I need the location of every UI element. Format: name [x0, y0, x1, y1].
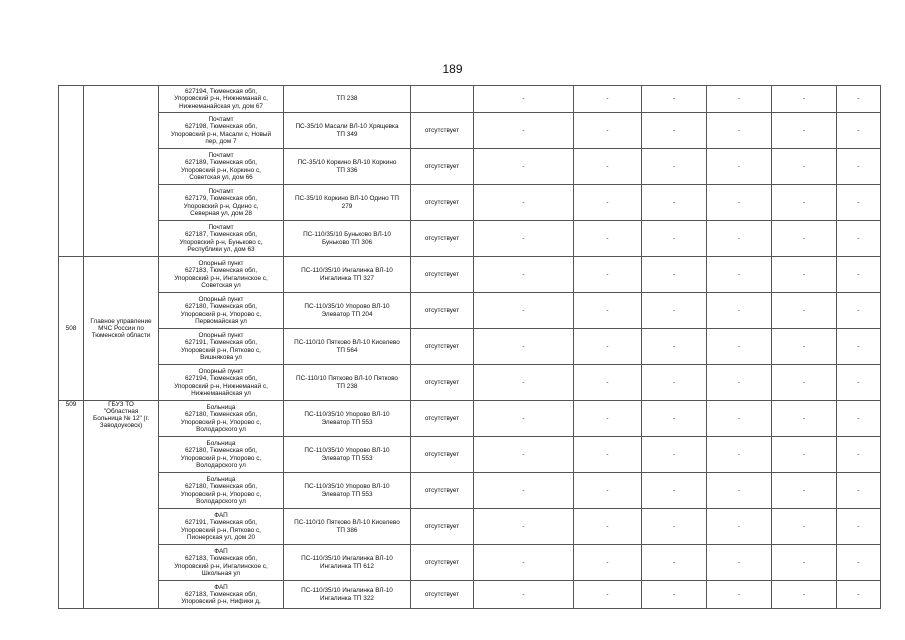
object-address-cell: Почтамт 627189, Тюменская обл, Упоровский р-н, Коркино с, Советская ул, дом 66 — [159, 149, 284, 185]
value-cell: - — [837, 581, 881, 609]
status-cell — [411, 86, 474, 113]
object-address-cell: Больница 627180, Тюменская обл, Упоровский р-н, Упорово с, Володарского ул — [159, 437, 284, 473]
value-cell: - — [837, 293, 881, 329]
table-row — [59, 581, 881, 609]
substation-cell: ПС-110/10 Пятково ВЛ-10 Пятково ТП 238 — [284, 365, 411, 401]
value-cell: - — [642, 401, 707, 437]
value-cell: - — [837, 545, 881, 581]
value-cell: - — [772, 545, 837, 581]
value-cell: - — [574, 581, 642, 609]
substation-cell: ПС-35/10 Коркино ВЛ-10 Коркино ТП 336 — [284, 149, 411, 185]
value-cell: - — [474, 473, 574, 509]
status-cell: отсутствует — [411, 257, 474, 293]
status-cell: отсутствует — [411, 329, 474, 365]
value-cell: - — [642, 149, 707, 185]
substation-cell: ПС-110/35/10 Буньково ВЛ-10 Буньково ТП 306 — [284, 221, 411, 257]
table-row — [59, 293, 881, 329]
value-cell: - — [772, 86, 837, 113]
object-address-cell: Опорный пункт 627180, Тюменская обл, Упоровский р-н, Упорово с, Первомайская ул — [159, 293, 284, 329]
value-cell: - — [574, 257, 642, 293]
substation-cell: ПС-110/35/10 Ингалинка ВЛ-10 Ингалинка ТП 327 — [284, 257, 411, 293]
object-address-cell: Опорный пункт 627183, Тюменская обл, Упоровский р-н, Ингалинское с, Советская ул — [159, 257, 284, 293]
value-cell: - — [707, 221, 772, 257]
status-cell: отсутствует — [411, 401, 474, 437]
substation-cell: ПС-110/35/10 Ингалинка ВЛ-10 Ингалинка ТП 322 — [284, 581, 411, 609]
value-cell: - — [574, 293, 642, 329]
table-row — [59, 86, 881, 113]
value-cell: - — [707, 149, 772, 185]
table-row — [59, 185, 881, 221]
status-cell: отсутствует — [411, 221, 474, 257]
value-cell: - — [474, 509, 574, 545]
value-cell: - — [837, 257, 881, 293]
value-cell: - — [642, 257, 707, 293]
value-cell: - — [707, 329, 772, 365]
value-cell: - — [474, 365, 574, 401]
value-cell: - — [707, 581, 772, 609]
table-row — [59, 113, 881, 149]
table-body — [59, 86, 881, 609]
object-address-cell: Почтамт 627187, Тюменская обл, Упоровский р-н, Буньково с, Республики ул, дом 63 — [159, 221, 284, 257]
value-cell: - — [837, 473, 881, 509]
value-cell: - — [837, 185, 881, 221]
substation-cell: ПС-110/10 Пятково ВЛ-10 Киселево ТП 564 — [284, 329, 411, 365]
substation-cell: ПС-110/35/10 Упорово ВЛ-10 Элеватор ТП 553 — [284, 473, 411, 509]
group-number-cell — [59, 86, 84, 257]
object-address-cell: Почтамт 627198, Тюменская обл, Упоровский р-н, Масали с, Новый пер, дом 7 — [159, 113, 284, 149]
value-cell: - — [837, 329, 881, 365]
value-cell: - — [474, 293, 574, 329]
value-cell: - — [474, 185, 574, 221]
organization-cell — [84, 86, 159, 257]
value-cell: - — [837, 509, 881, 545]
value-cell: - — [837, 221, 881, 257]
value-cell: - — [837, 401, 881, 437]
value-cell: - — [642, 581, 707, 609]
value-cell: - — [772, 329, 837, 365]
status-cell: отсутствует — [411, 545, 474, 581]
value-cell: - — [772, 401, 837, 437]
value-cell: - — [707, 257, 772, 293]
value-cell: - — [474, 545, 574, 581]
value-cell: - — [642, 473, 707, 509]
value-cell: - — [707, 113, 772, 149]
value-cell: - — [642, 365, 707, 401]
substation-cell: ПС-110/35/10 Упорово ВЛ-10 Элеватор ТП 553 — [284, 401, 411, 437]
value-cell: - — [474, 581, 574, 609]
value-cell: - — [837, 149, 881, 185]
value-cell: - — [707, 365, 772, 401]
substation-cell: ПС-110/35/10 Ингалинка ВЛ-10 Ингалинка ТП 612 — [284, 545, 411, 581]
table-row — [59, 473, 881, 509]
value-cell: - — [772, 293, 837, 329]
value-cell: - — [574, 329, 642, 365]
organization-cell: ГБУЗ ТО "Областная Больница № 12" (г. Заводоуковск) — [84, 401, 159, 609]
object-address-cell: ФАП 627183, Тюменская обл, Упоровский р-н, Нифики д, — [159, 581, 284, 609]
table-row — [59, 401, 881, 437]
value-cell: - — [642, 437, 707, 473]
substation-cell: ПС-35/10 Коркино ВЛ-10 Одино ТП 279 — [284, 185, 411, 221]
organization-cell: Главное управление МЧС России по Тюменской области — [84, 257, 159, 401]
value-cell: - — [474, 329, 574, 365]
data-table — [58, 85, 881, 609]
value-cell: - — [772, 581, 837, 609]
value-cell: - — [772, 257, 837, 293]
value-cell: - — [772, 365, 837, 401]
substation-cell: ТП 238 — [284, 86, 411, 113]
value-cell: - — [574, 545, 642, 581]
value-cell: - — [772, 221, 837, 257]
value-cell: - — [474, 437, 574, 473]
value-cell: - — [772, 437, 837, 473]
status-cell: отсутствует — [411, 293, 474, 329]
object-address-cell: 627194, Тюменская обл, Упоровский р-н, Нижнеманай с, Нижнеманайская ул, дом 67 — [159, 86, 284, 113]
status-cell: отсутствует — [411, 437, 474, 473]
value-cell: - — [837, 86, 881, 113]
value-cell: - — [707, 437, 772, 473]
value-cell: - — [642, 185, 707, 221]
status-cell: отсутствует — [411, 149, 474, 185]
object-address-cell: Опорный пункт 627194, Тюменская обл, Упоровский р-н, Нижнеманай с, Нижнеманайская ул — [159, 365, 284, 401]
value-cell: - — [474, 86, 574, 113]
status-cell: отсутствует — [411, 185, 474, 221]
value-cell: - — [642, 113, 707, 149]
table-row — [59, 221, 881, 257]
value-cell: - — [772, 113, 837, 149]
substation-cell: ПС-35/10 Масали ВЛ-10 Хрящевка ТП 349 — [284, 113, 411, 149]
table-row — [59, 149, 881, 185]
value-cell: - — [474, 221, 574, 257]
value-cell: - — [642, 329, 707, 365]
object-address-cell: ФАП 627191, Тюменская обл, Упоровский р-н, Пятково с, Пионерская ул, дом 20 — [159, 509, 284, 545]
object-address-cell: Опорный пункт 627191, Тюменская обл, Упоровский р-н, Пятково с, Вишнякова ул — [159, 329, 284, 365]
object-address-cell: Больница 627180, Тюменская обл, Упоровский р-н, Упорово с, Володарского ул — [159, 401, 284, 437]
value-cell: - — [474, 257, 574, 293]
value-cell: - — [574, 113, 642, 149]
value-cell: - — [574, 149, 642, 185]
value-cell: - — [574, 86, 642, 113]
table-row — [59, 257, 881, 293]
value-cell: - — [642, 293, 707, 329]
value-cell: - — [574, 473, 642, 509]
substation-cell: ПС-110/35/10 Упорово ВЛ-10 Элеватор ТП 204 — [284, 293, 411, 329]
group-number-cell: 508 — [59, 257, 84, 401]
value-cell: - — [642, 545, 707, 581]
table-row — [59, 509, 881, 545]
value-cell: - — [574, 221, 642, 257]
page-number: 189 — [442, 62, 463, 76]
table-row — [59, 329, 881, 365]
object-address-cell: Почтамт 627179, Тюменская обл, Упоровский р-н, Одино с, Северная ул, дом 28 — [159, 185, 284, 221]
value-cell: - — [707, 86, 772, 113]
value-cell: - — [772, 509, 837, 545]
status-cell: отсутствует — [411, 473, 474, 509]
value-cell: - — [574, 437, 642, 473]
value-cell: - — [772, 149, 837, 185]
value-cell: - — [772, 185, 837, 221]
substation-cell: ПС-110/10 Пятково ВЛ-10 Киселево ТП 386 — [284, 509, 411, 545]
status-cell: отсутствует — [411, 365, 474, 401]
table-row — [59, 437, 881, 473]
value-cell: - — [837, 113, 881, 149]
value-cell: - — [837, 365, 881, 401]
value-cell: - — [837, 437, 881, 473]
value-cell: - — [574, 365, 642, 401]
value-cell: - — [707, 509, 772, 545]
value-cell: - — [474, 113, 574, 149]
status-cell: отсутствует — [411, 581, 474, 609]
value-cell: - — [707, 185, 772, 221]
status-cell: отсутствует — [411, 113, 474, 149]
value-cell: - — [642, 221, 707, 257]
value-cell: - — [642, 86, 707, 113]
table-row — [59, 365, 881, 401]
value-cell: - — [574, 509, 642, 545]
status-cell: отсутствует — [411, 509, 474, 545]
value-cell: - — [707, 401, 772, 437]
object-address-cell: ФАП 627183, Тюменская обл, Упоровский р-н, Ингалинское с, Школьная ул — [159, 545, 284, 581]
value-cell: - — [707, 545, 772, 581]
value-cell: - — [707, 473, 772, 509]
object-address-cell: Больница 627180, Тюменская обл, Упоровский р-н, Упорово с, Володарского ул — [159, 473, 284, 509]
value-cell: - — [574, 185, 642, 221]
value-cell: - — [707, 293, 772, 329]
value-cell: - — [642, 509, 707, 545]
group-number-cell: 509 — [59, 401, 84, 609]
substation-cell: ПС-110/35/10 Упорово ВЛ-10 Элеватор ТП 553 — [284, 437, 411, 473]
value-cell: - — [474, 401, 574, 437]
value-cell: - — [772, 473, 837, 509]
value-cell: - — [574, 401, 642, 437]
value-cell: - — [474, 149, 574, 185]
table-row — [59, 545, 881, 581]
